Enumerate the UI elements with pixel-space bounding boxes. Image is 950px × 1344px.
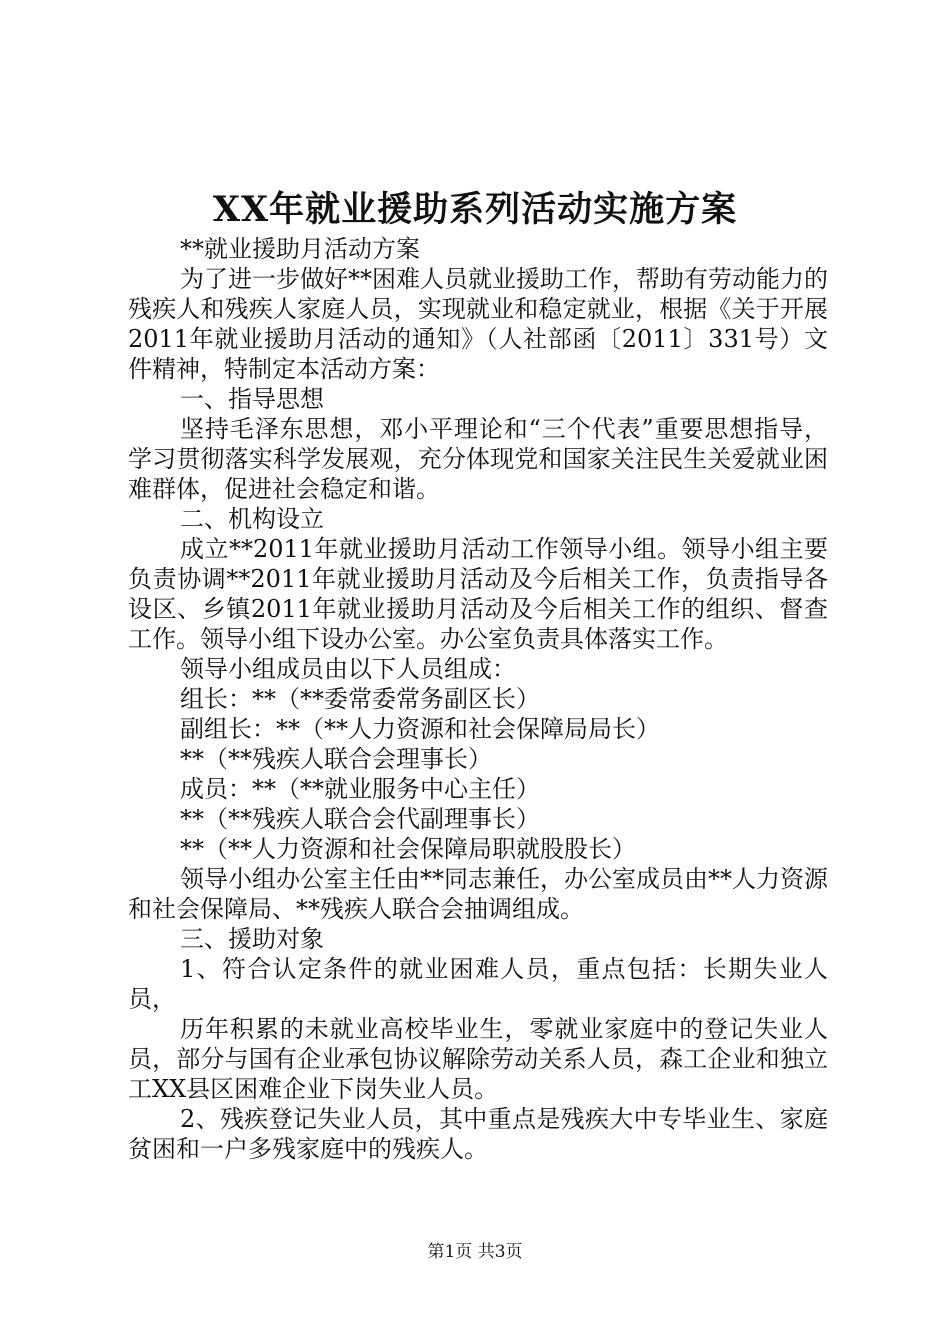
paragraph-members-intro: 领导小组成员由以下人员组成： (180, 655, 516, 683)
member-member-3: **（**人力资源和社会保障局职就股股长） (180, 835, 636, 863)
document-body (128, 234, 828, 1164)
paragraph-subtitle: **就业援助月活动方案 (180, 235, 420, 263)
paragraph-guiding-ideology: 坚持毛泽东思想，邓小平理论和“三个代表”重要思想指导，学习贯彻落实科学发展观，充分体现党和国家关注民生关爱就业困难群体，促进社会稳定和谐。 (128, 415, 828, 503)
paragraph-office: 领导小组办公室主任由**同志兼任，办公室成员由**人力资源和社会保障局、**残疾人联合会抽调组成。 (128, 865, 828, 923)
member-member-2: **（**残疾人联合会代副理事长） (180, 805, 540, 833)
member-leader: 组长：**（**委常委常务副区长） (180, 685, 540, 713)
paragraph-intro: 为了进一步做好**困难人员就业援助工作，帮助有劳动能力的残疾人和残疾人家庭人员，实现就业和稳定就业，根据《关于开展2011年就业援助月活动的通知》（人社部函〔2011〕331号）文件精神，特制定本活动方案： (128, 265, 828, 383)
section-heading-organization: 二、机构设立 (180, 505, 324, 533)
page-footer: 第1页 共3页 (427, 1242, 523, 1262)
member-member: 成员：**（**就业服务中心主任） (180, 775, 540, 803)
paragraph-target-1: 1、符合认定条件的就业困难人员，重点包括：长期失业人员， (128, 955, 828, 1013)
paragraph-organization: 成立**2011年就业援助月活动工作领导小组。领导小组主要负责协调**2011年就业援助月活动及今后相关工作，负责指导各设区、乡镇2011年就业援助月活动及今后相关工作的组织、督查工作。领导小组下设办公室。办公室负责具体落实工作。 (128, 535, 828, 653)
section-heading-guiding-ideology: 一、指导思想 (180, 385, 324, 413)
member-deputy-leader-2: **（**残疾人联合会理事长） (180, 745, 492, 773)
document-title: XX年就业援助系列活动实施方案 (212, 189, 738, 230)
section-heading-targets: 三、援助对象 (180, 925, 324, 953)
member-deputy-leader: 副组长：**（**人力资源和社会保障局局长） (180, 715, 660, 743)
paragraph-target-1-continued: 历年积累的未就业高校毕业生，零就业家庭中的登记失业人员，部分与国有企业承包协议解除劳动关系人员，森工企业和独立工XX县区困难企业下岗失业人员。 (128, 1015, 828, 1103)
paragraph-target-2: 2、残疾登记失业人员，其中重点是残疾大中专毕业生、家庭贫困和一户多残家庭中的残疾人。 (128, 1105, 828, 1163)
